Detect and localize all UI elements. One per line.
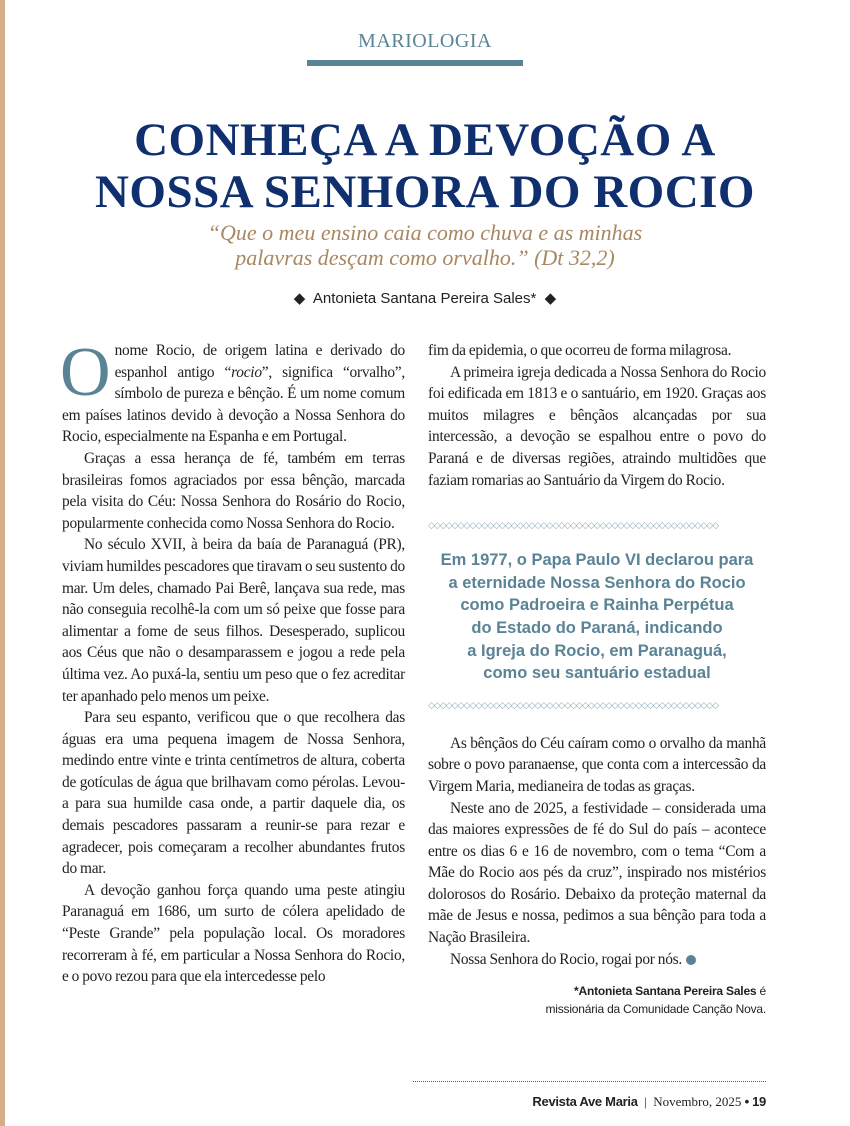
- bullet: •: [744, 1094, 749, 1109]
- diamond-icon: ◆: [544, 290, 557, 307]
- paragraph-1: [60, 334, 405, 448]
- paragraph-2: Graças a essa herança de fé, também em terras brasileiras fomos agraciados por essa bênção, marcada pela visita do Céu: Nossa Senhora do Rosário do Rocio, popularmente conhecida como Nossa Senhora do Rocio.: [62, 449, 405, 532]
- article-title: [0, 114, 850, 218]
- paragraph-5-continued: fim da epidemia, o que ocorreu de forma milagrosa.: [428, 342, 732, 359]
- text: é: [756, 984, 766, 999]
- paragraph-4: Para seu espanto, verificou que o que recolhera das águas era uma pequena imagem de Nossa Senhora, medindo entre vinte e trinta centímetros de altura, coberta de gotículas de água que brilhavam como pérolas. Levou-a para sua humilde casa onde, a partir daquele dia, os demais pescadores passaram a reunir-se para rezar e agradecer, pois começaram a recolher abundantes frutos do mar.: [62, 709, 405, 878]
- column-right: [413, 340, 766, 1110]
- end-mark-icon: [686, 955, 696, 965]
- diamond-divider: ◇◇◇◇◇◇◇◇◇◇◇◇◇◇◇◇◇◇◇◇◇◇◇◇◇◇◇◇◇◇◇◇◇◇◇◇◇◇◇◇◇◇◇◇◇◇◇◇◇: [428, 520, 719, 531]
- author-bio: [413, 982, 766, 1018]
- issue-date: Novembro, 2025: [653, 1094, 742, 1109]
- bio-name: *Antonieta Santana Pereira Sales: [574, 984, 757, 999]
- epigraph: [0, 220, 850, 270]
- separator: |: [644, 1094, 647, 1109]
- column-right-bottom: [413, 733, 766, 971]
- pull-quote-line: a Igreja do Rocio, em Paranaguá,: [467, 641, 727, 660]
- epigraph-line-2: palavras desçam como orvalho.” (Dt 32,2): [235, 245, 615, 270]
- drop-cap: O: [60, 334, 111, 411]
- byline: [0, 290, 850, 308]
- pull-quote-line: do Estado do Paraná, indicando: [471, 618, 723, 637]
- title-line-1: CONHEÇA A DEVOÇÃO A: [134, 114, 716, 166]
- article-header: [0, 114, 850, 308]
- magazine-name: Revista Ave Maria: [532, 1094, 638, 1109]
- pull-quote-line: Em 1977, o Papa Paulo VI declarou para: [440, 551, 754, 570]
- emphasis: rocio: [231, 363, 262, 381]
- paragraph-8: Neste ano de 2025, a festividade – considerada uma das maiores expressões de fé do Sul do país – acontece entre os dias 6 e 16 de novembro, com o tema “Com a Mãe do Rocio aos pés da cruz”, inspirado nos mistérios dolorosos do Rosário. Debaixo da proteção maternal da mãe de Jesus e nossa, pedimos a sua bênção para toda a Nação Brasileira.: [428, 799, 766, 947]
- author-name: Antonieta Santana Pereira Sales*: [312, 290, 537, 307]
- title-line-2: NOSSA SENHORA DO ROCIO: [94, 166, 755, 218]
- text: ”, significa “orvalho”, símbolo de pureza e bênção. É um nome comum em países latinos devido à devoção a Nossa Senhora do Rocio, especialmente na Espanha e em Portugal.: [62, 363, 405, 446]
- pull-quote-line: como Padroeira e Rainha Perpétua: [460, 596, 734, 615]
- pull-quote-line: a eternidade Nossa Senhora do Rocio: [448, 573, 746, 592]
- paragraph-6: A primeira igreja dedicada a Nossa Senhora do Rocio foi edificada em 1813 e o santuário, em 1920. Graças aos muitos milagres e bênçãos alcançadas por sua intercessão, a devoção se espalhou entre o povo do Paraná e de diversas regiões, atraindo multidões que faziam romarias ao Santuário da Virgem do Rocio.: [428, 363, 766, 489]
- section-label: MARIOLOGIA: [358, 30, 492, 52]
- pull-quote-line: como seu santuário estadual: [483, 664, 711, 683]
- page-footer: [413, 1094, 766, 1110]
- text: Nossa Senhora do Rocio, rogai por nós.: [450, 950, 683, 968]
- page-number: 19: [752, 1094, 766, 1109]
- column-left: [60, 334, 405, 988]
- paragraph-9: [428, 949, 766, 971]
- epigraph-line-1: “Que o meu ensino caia como chuva e as minhas: [207, 220, 643, 245]
- column-right-top: [413, 340, 766, 491]
- section-underline: [307, 60, 523, 66]
- text: nome Rocio, de origem latina e derivado do espanhol antigo “: [114, 342, 405, 381]
- paragraph-3: No século XVII, à beira da baía de Paranaguá (PR), viviam humildes pescadores que tiravam o seu sustento do mar. Um deles, chamado Pai Berê, lançava sua rede, mas não conseguia recolhê-la com um só peixe que fosse para alimentar a fome de seus filhos. Desesperado, suplicou aos Céus que não o desamparassem e jogou a rede pela última vez. Ao puxá-la, sentiu um peso que o fez acreditar ter apanhado pelo menos um peixe.: [62, 536, 405, 705]
- diamond-divider: ◇◇◇◇◇◇◇◇◇◇◇◇◇◇◇◇◇◇◇◇◇◇◇◇◇◇◇◇◇◇◇◇◇◇◇◇◇◇◇◇◇◇◇◇◇◇◇◇◇: [428, 699, 719, 710]
- diamond-icon: ◆: [293, 290, 306, 307]
- spacer: [413, 1018, 766, 1081]
- paragraph-7: As bênçãos do Céu caíram como o orvalho da manhã sobre o povo paranaense, que conta com a intercessão da Virgem Maria, medianeira de todas as graças.: [428, 734, 766, 795]
- footer-rule: [413, 1081, 766, 1082]
- pull-quote-box: [413, 519, 766, 711]
- paragraph-5: A devoção ganhou força quando uma peste atingiu Paranaguá em 1686, um surto de cólera apelidado de “Peste Grande” pela população local. Os moradores recorreram à fé, em particular a Nossa Senhora do Rocio, e o povo rezou para que ela intercedesse pelo: [62, 881, 405, 986]
- bio-text: missionária da Comunidade Canção Nova.: [545, 1002, 766, 1017]
- pull-quote: [428, 549, 766, 685]
